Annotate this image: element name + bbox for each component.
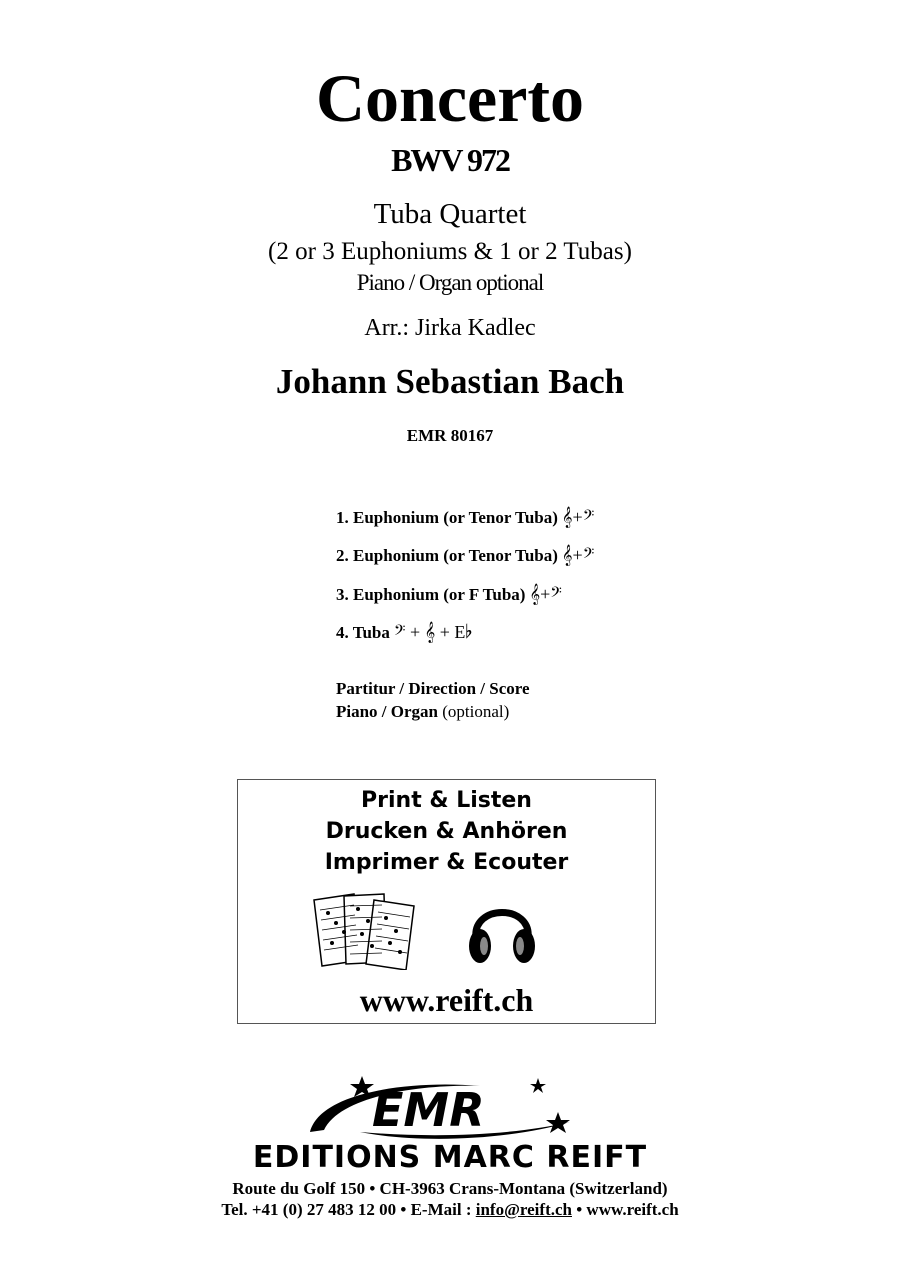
promo-line-german: Drucken & Anhören (325, 819, 568, 844)
logo-text: EMR (372, 1083, 485, 1137)
headphones-icon (466, 892, 538, 968)
score-label: Partitur / Direction / Score (336, 679, 530, 698)
optional-accompaniment-label: Piano / Organ optional (356, 270, 544, 295)
composer-name: Johann Sebastian Bach (275, 362, 625, 401)
promo-line-french: Imprimer & Ecouter (324, 850, 569, 875)
piano-organ-note: (optional) (442, 702, 510, 721)
instrumentation-label: (2 or 3 Euphoniums & 1 or 2 Tubas) (268, 238, 632, 265)
promo-website-url[interactable]: www.reift.ch (359, 982, 534, 1018)
phone-label: Tel. +41 (0) 27 483 12 00 • E-Mail : (221, 1200, 476, 1219)
print-listen-box (237, 779, 656, 1024)
publisher-contact (0, 1199, 900, 1221)
website-label: • www.reift.ch (571, 1200, 679, 1219)
arranger-label: Arr.: Jirka Kadlec (364, 315, 536, 341)
part-label: 3. Euphonium (or F Tuba) (336, 585, 526, 604)
publisher-name: EDITIONS MARC REIFT (252, 1140, 648, 1175)
publisher-address: Route du Golf 150 • CH-3963 Crans-Montana (Switzerland) (232, 1179, 668, 1198)
part-list-item (336, 620, 472, 645)
clef-icons: 𝄢 + 𝄞 + E♭ (393, 622, 473, 642)
clef-icons: 𝄞+𝄢 (529, 584, 562, 604)
emr-logo (300, 1072, 590, 1148)
part-list-item (336, 582, 562, 607)
part-label: 2. Euphonium (or Tenor Tuba) (336, 546, 558, 565)
ensemble-label: Tuba Quartet (373, 198, 527, 230)
sheet-music-icon (310, 890, 422, 970)
catalog-number: EMR 80167 (406, 426, 494, 445)
clef-icons: 𝄞+𝄢 (561, 545, 595, 565)
part-list-item (336, 505, 594, 530)
clef-icons: 𝄞+𝄢 (561, 507, 595, 527)
piano-organ-label (336, 700, 509, 723)
part-label: 4. Tuba (336, 623, 390, 642)
piano-organ-title: Piano / Organ (336, 702, 439, 721)
promo-line-english: Print & Listen (361, 788, 532, 813)
part-list-item (336, 543, 594, 568)
catalogue-number-bwv: BWV 972 (391, 142, 509, 178)
page-title: Concerto (315, 60, 585, 136)
email-link[interactable]: info@reift.ch (475, 1200, 572, 1219)
part-label: 1. Euphonium (or Tenor Tuba) (336, 508, 558, 527)
